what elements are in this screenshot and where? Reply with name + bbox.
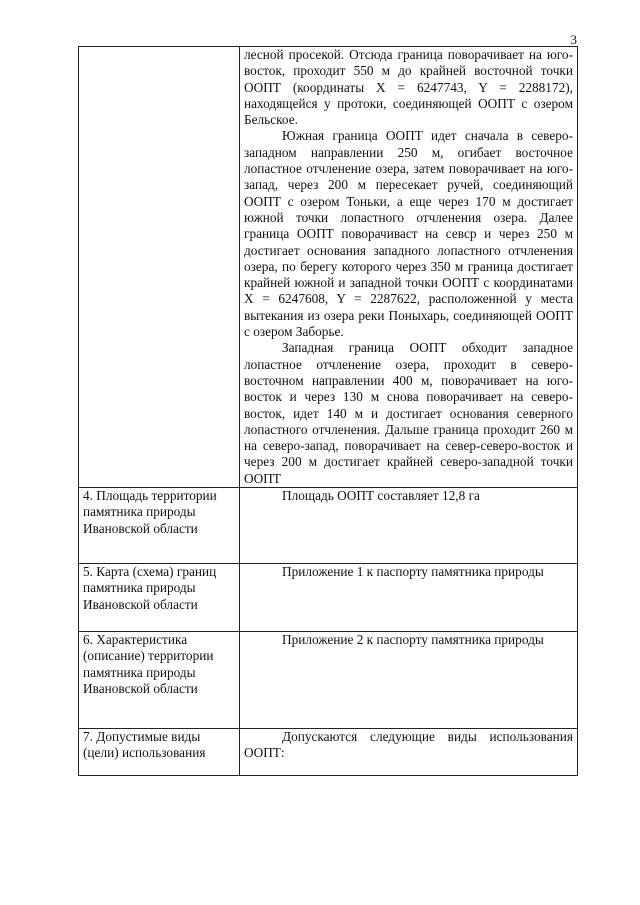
row-label-area: 4. Площадь территории памятника природы Ивановской области bbox=[79, 488, 240, 564]
south-boundary-paragraph: Южная граница ООПТ идет сначала в северо-западном направлении 250 м, огибает восточное лопастное отчленение озера, затем поворачивает на юго-запад, через 200 м пересекает ручей, соединяющий ООПТ с озером Тоньки, а еще через 170 м достигает южной точки лопастного отчленения озера. Далее граница ООПТ поворачиваст на севср и через 250 м достигает основания западного лопастного отчленения озера, по берегу которого через 350 м граница достигает крайней южной и западной точки ООПТ с координатами X = 6247608, Y = 2287622, расположенной у места вытекания из озера реки Поныхарь, соединяющей ООПТ с озером Заборье. bbox=[244, 128, 573, 340]
table-row-permitted-uses bbox=[79, 729, 578, 776]
row-content-description bbox=[240, 632, 578, 729]
area-paragraph: Площадь ООПТ составляет 12,8 га bbox=[282, 488, 480, 504]
row-label-empty bbox=[79, 47, 240, 488]
table-row-area bbox=[79, 488, 578, 564]
map-paragraph: Приложение 1 к паспорту памятника природы bbox=[282, 564, 544, 580]
description-paragraph: Приложение 2 к паспорту памятника природы bbox=[282, 632, 544, 648]
row-label-map: 5. Карта (схема) границ памятника природы Ивановской области bbox=[79, 564, 240, 632]
table-row-boundaries bbox=[79, 47, 578, 488]
west-boundary-paragraph: Западная граница ООПТ обходит западное лопастное отчленение озера, проходит в северо-восточном направлении 400 м, поворачивает на юго-восток и через 130 м снова поворачивает на северо-восток, идет 140 м и достигает основания северного лопастного отчленения. Дальше граница проходит 260 м на северо-запад, поворачивает на север-северо-восток и через 200 м достигает крайней северо-западной точки ООПТ bbox=[244, 340, 573, 486]
table-row-description bbox=[79, 632, 578, 729]
row-label-description: 6. Характеристика (описание) территории памятника природы Ивановской области bbox=[79, 632, 240, 729]
row-content-permitted-uses bbox=[240, 729, 578, 776]
east-boundary-continuation: лесной просекой. Отсюда граница поворачивает на юго-восток, проходит 550 м до крайней восточной точки ООПТ (координаты X = 6247743, Y = 2288172), находящейся у протоки, соединяющей ООПТ с озером Бельское. bbox=[244, 47, 573, 128]
passport-table bbox=[78, 46, 578, 776]
row-content-boundaries bbox=[240, 47, 578, 488]
table-row-map bbox=[79, 564, 578, 632]
page-number: 3 bbox=[570, 32, 577, 47]
row-content-area bbox=[240, 488, 578, 564]
permitted-uses-paragraph: Допускаются следующие виды использования ООПТ: bbox=[244, 729, 573, 761]
row-content-map bbox=[240, 564, 578, 632]
row-label-permitted-uses: 7. Допустимые виды (цели) использования bbox=[79, 729, 240, 776]
